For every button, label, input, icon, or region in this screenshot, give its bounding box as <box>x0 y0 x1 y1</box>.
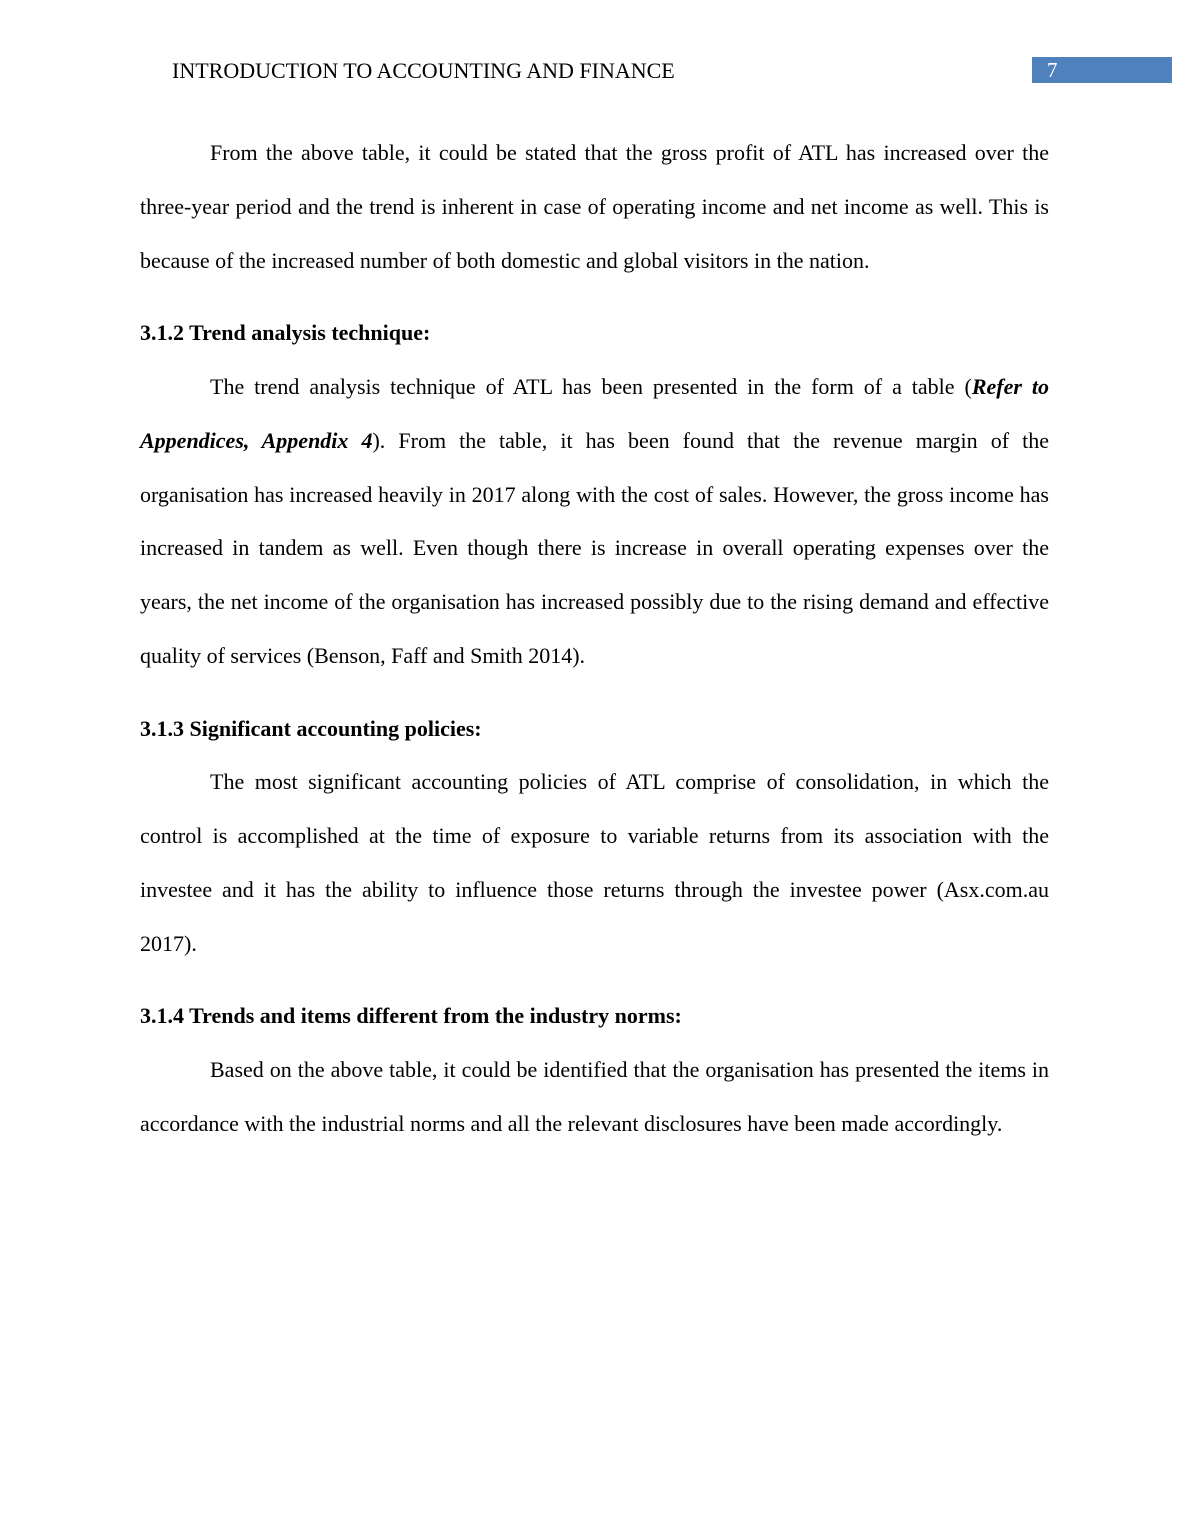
section-paragraph-3-1-4: Based on the above table, it could be identified that the organisation has presented the items in accordance with the industrial norms and all the relevant disclosures have been made accordingly. <box>140 1057 1049 1136</box>
section-paragraph-3-1-3: The most significant accounting policies of ATL comprise of consolidation, in which the control is accomplished at the time of exposure to variable returns from its association with the investee and it has the ability to influence those returns through the investee power (Asx.com.au 2017). <box>140 769 1049 956</box>
intro-paragraph: From the above table, it could be stated that the gross profit of ATL has increased over the three-year period and the trend is inherent in case of operating income and net income as well. This is because of the increased number of both domestic and global visitors in the nation. <box>140 140 1049 273</box>
section-heading-3-1-2: 3.1.2 Trend analysis technique: <box>140 320 431 346</box>
running-header-title: INTRODUCTION TO ACCOUNTING AND FINANCE <box>172 58 675 83</box>
paragraph-text-after: ). From the table, it has been found that the revenue margin of the organisation has increased heavily in 2017 along with the cost of sales. However, the gross income has increased in tandem as well. Even though there is increase in overall operating expenses over the years, the net income of the organisation has increased possibly due to the rising demand and effective quality of services (Benson, Faff and Smith 2014). <box>140 427 1049 668</box>
appendix-reference: Refer to Appendices, Appendix 4 <box>140 374 1050 453</box>
section-heading-3-1-4: 3.1.4 Trends and items different from the industry norms: <box>140 1003 682 1029</box>
section-paragraph-3-1-2 <box>140 360 1049 683</box>
paragraph-text-before: The trend analysis technique of ATL has been presented in the form of a table ( <box>210 374 972 399</box>
page-number-badge: 7 <box>1032 57 1172 83</box>
section-heading-3-1-3: 3.1.3 Significant accounting policies: <box>140 715 482 741</box>
document-body <box>140 126 1049 1151</box>
